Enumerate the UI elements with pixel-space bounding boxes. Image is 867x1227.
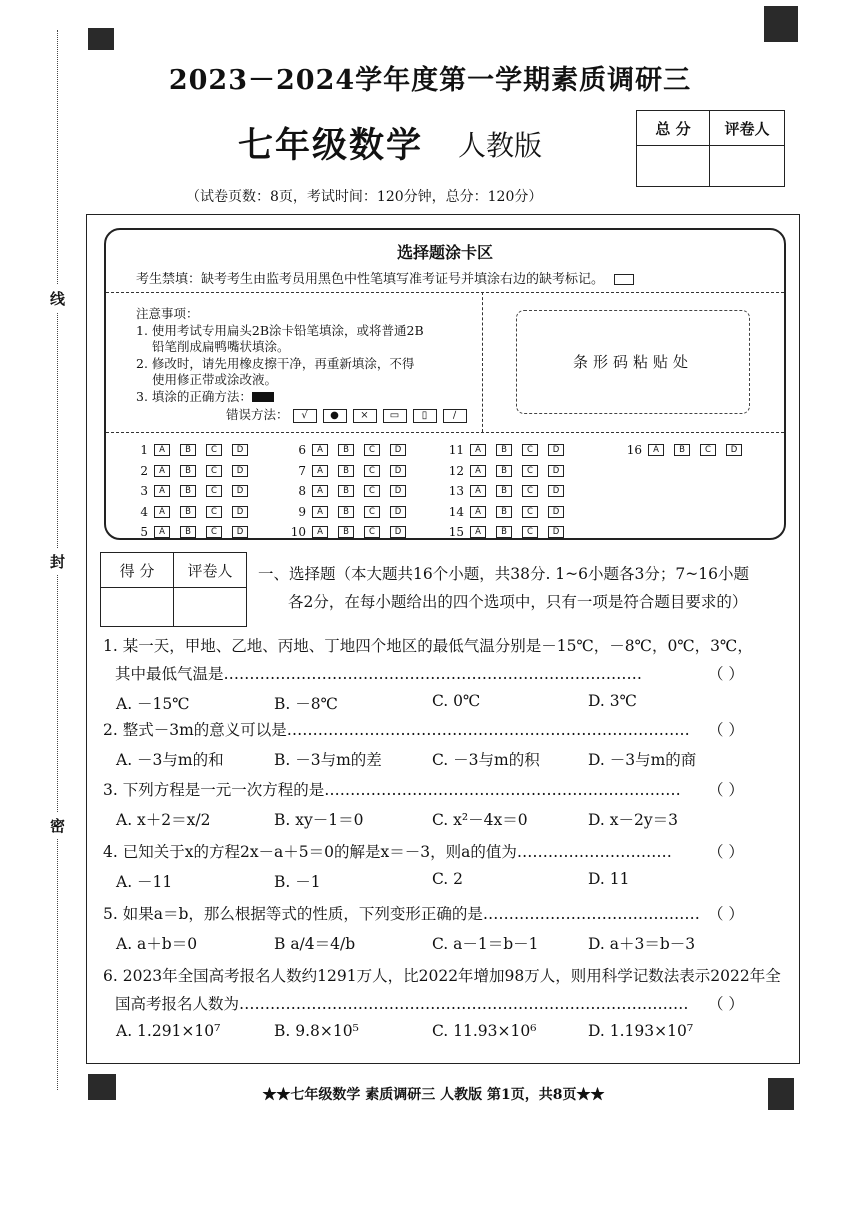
option-c: C. －3与m的积 [432,751,540,769]
answer-bubble[interactable]: C [522,526,538,538]
question-text: 1. 某一天，甲地、乙地、丙地、丁地四个地区的最低气温分别是－15℃，－8℃，0℃，3℃， [103,637,753,655]
exam-info: （试卷页数：8页，考试时间：120分钟，总分：120分） [186,189,543,205]
answer-bubble[interactable]: C [522,506,538,518]
bubble-row [288,522,416,543]
option-a: A. －3与m的和 [116,751,224,769]
answer-parentheses[interactable]: （ ） [708,781,744,799]
answer-bubble[interactable]: B [338,506,354,518]
binding-char-secret: 密 [50,812,65,839]
answer-bubble[interactable]: A [312,506,328,518]
answer-bubble[interactable]: A [470,444,486,456]
bubble-column [288,440,416,543]
answer-bubble[interactable]: D [390,465,406,477]
answer-bubble[interactable]: A [154,526,170,538]
answer-bubble[interactable]: C [206,485,222,497]
answer-bubble[interactable]: C [206,465,222,477]
option-c: C. x²－4x＝0 [432,811,528,829]
question-number: 1 [140,443,148,458]
bubble-row [446,522,574,543]
answer-parentheses[interactable]: （ ） [708,843,744,861]
total-score-label: 总 分 [637,111,710,146]
bubble-row [130,502,258,523]
section-heading [258,560,778,616]
answer-bubble[interactable]: A [154,506,170,518]
instructions [136,306,473,424]
card-divider-bottom [106,432,784,433]
card-divider-vertical [482,292,483,432]
answer-bubble[interactable]: D [232,444,248,456]
wrong-mark-bar: ▯ [413,409,437,423]
wrong-mark-check: √ [293,409,317,423]
option-d: D. 11 [588,870,630,888]
answer-bubble[interactable]: C [522,465,538,477]
total-score-box [636,110,785,187]
bubble-column [130,440,258,543]
answer-bubble[interactable]: C [700,444,716,456]
absence-mark-box[interactable] [614,274,634,285]
answer-bubble[interactable]: A [312,465,328,477]
question-number: 6 [298,443,306,458]
option-b: B. －1 [274,873,321,891]
answer-bubble[interactable]: A [154,444,170,456]
bubble-row [130,461,258,482]
question-number: 12 [448,463,464,478]
bubble-row [446,461,574,482]
question-text: 3. 下列方程是一元一次方程的是…………………………………………………………… [103,781,681,799]
answer-bubble[interactable]: D [232,526,248,538]
option-a: A. x＋2＝x/2 [116,811,211,829]
instruction-line: 使用修正带或涂改液。 [152,372,278,387]
answer-bubble[interactable]: A [312,526,328,538]
option-b: B. －8℃ [274,695,338,713]
bubble-row [288,440,416,461]
bubble-row [288,481,416,502]
section-heading-line: 各2分，在每小题给出的四个选项中，只有一项是符合题目要求的） [288,593,748,611]
option-c: C. a－1＝b－1 [432,935,539,953]
answer-bubble[interactable]: A [154,465,170,477]
registration-mark-top-right [764,6,798,42]
barcode-label: 条形码粘贴处 [572,353,693,371]
grader-cell[interactable] [710,146,785,187]
question-number: 10 [290,525,306,540]
question-number: 8 [298,484,306,499]
answer-bubble[interactable]: B [496,444,512,456]
answer-bubble[interactable]: B [338,526,354,538]
bubble-row [446,440,574,461]
answer-bubble[interactable]: D [548,526,564,538]
answer-bubble[interactable]: D [548,506,564,518]
bubble-column [446,440,574,543]
page-footer: ★★七年级数学 素质调研三 人教版 第1页，共8页★★ [262,1087,605,1103]
question-number: 16 [626,443,642,458]
bubble-row [446,481,574,502]
wrong-mark-dot: ● [323,409,347,423]
answer-bubble[interactable]: D [232,465,248,477]
answer-parentheses[interactable]: （ ） [708,665,744,683]
answer-bubble[interactable]: B [338,444,354,456]
answer-bubble[interactable]: C [206,444,222,456]
answer-card-title: 选择题涂卡区 [396,243,493,262]
card-divider-top [106,292,784,293]
option-b: B. 9.8×10⁵ [274,1022,359,1040]
answer-bubble[interactable]: B [180,444,196,456]
instructions-heading: 注意事项： [136,306,199,321]
answer-bubble[interactable]: B [338,465,354,477]
answer-bubble[interactable]: A [648,444,664,456]
answer-bubble[interactable]: B [496,506,512,518]
option-d: D. 3℃ [588,692,637,710]
bubble-row [288,502,416,523]
question-number: 4 [140,504,148,519]
question-number: 7 [298,463,306,478]
wrong-mark-box: ▭ [383,409,407,423]
answer-card [104,228,786,540]
wrong-method-label: 错误方法： [226,407,289,422]
exam-title: 2023－2024学年度第一学期素质调研三 [168,65,692,96]
answer-bubble[interactable]: C [364,506,380,518]
answer-bubble[interactable]: B [496,465,512,477]
question-number: 11 [448,443,464,458]
edition-label: 人教版 [458,129,543,162]
barcode-area [516,310,750,414]
option-b: B a/4＝4/b [274,935,356,953]
answer-bubble[interactable]: D [548,444,564,456]
correct-method-line: 3. 填涂的正确方法： [136,389,473,406]
answer-bubble[interactable]: C [522,485,538,497]
answer-parentheses[interactable]: （ ） [708,721,744,739]
option-c: C. 0℃ [432,692,481,710]
option-d: D. a＋3＝b－3 [588,935,696,953]
question-text: 其中最低气温是……………………………………………………………………… [115,665,643,683]
instruction-line: 铅笔削成扁鸭嘴状填涂。 [152,339,290,354]
option-a: A. 1.291×10⁷ [116,1022,221,1040]
option-b: B. －3与m的差 [274,751,382,769]
section-score-cell[interactable] [101,588,174,627]
answer-bubble[interactable]: D [390,506,406,518]
answer-bubble[interactable]: D [390,485,406,497]
absence-notice-text: 考生禁填：缺考考生由监考员用黑色中性笔填写准考证号并填涂右边的缺考标记。 [136,272,605,287]
instruction-line: 2. 修改时，请先用橡皮擦干净，再重新填涂，不得 [136,355,415,371]
wrong-mark-slash: ∕ [443,409,467,423]
bubble-row [624,440,752,461]
answer-bubble[interactable]: A [470,506,486,518]
answer-bubble[interactable]: D [232,485,248,497]
bubble-row [130,522,258,543]
option-d: D. x－2y＝3 [588,811,678,829]
question-number: 5 [140,525,148,540]
answer-bubble[interactable]: A [312,444,328,456]
answer-bubble[interactable]: B [496,485,512,497]
option-d: D. －3与m的商 [588,751,697,769]
answer-bubble[interactable]: B [338,485,354,497]
total-score-cell[interactable] [637,146,710,187]
wrong-mark-cross: × [353,409,377,423]
answer-bubble[interactable]: C [364,444,380,456]
registration-mark-top-left [88,28,114,50]
answer-bubble[interactable]: D [232,506,248,518]
answer-bubble[interactable]: A [470,465,486,477]
binding-char-seal: 封 [50,548,65,575]
answer-bubble[interactable]: D [548,485,564,497]
answer-bubble[interactable]: A [312,485,328,497]
section-score-label: 得 分 [101,553,174,588]
option-b: B. xy－1＝0 [274,811,364,829]
grader-label: 评卷人 [710,111,785,146]
answer-bubble[interactable]: C [206,506,222,518]
answer-bubble[interactable]: D [726,444,742,456]
section-score-box [100,552,247,627]
bubble-row [130,440,258,461]
correct-fill-sample [252,392,274,402]
answer-bubble[interactable]: C [364,485,380,497]
subject-title: 七年级数学 [238,125,424,166]
option-c: C. 11.93×10⁶ [432,1022,537,1040]
answer-bubble[interactable]: A [470,485,486,497]
answer-bubble[interactable]: B [180,485,196,497]
question-text: 4. 已知关于x的方程2x－a＋5＝0的解是x＝－3，则a的值为………………………… [103,843,672,861]
wrong-method-line [136,407,473,424]
instruction-line: 1. 使用考试专用扁头2B涂卡铅笔填涂，或将普通2B [136,322,424,338]
answer-bubble[interactable]: B [180,526,196,538]
answer-bubble[interactable]: D [548,465,564,477]
answer-bubble[interactable]: C [364,526,380,538]
section-grader-label: 评卷人 [174,553,247,588]
answer-bubble[interactable]: B [180,506,196,518]
question-number: 9 [298,504,306,519]
answer-bubble[interactable]: B [674,444,690,456]
answer-parentheses[interactable]: （ ） [708,995,744,1013]
answer-bubble[interactable]: D [390,444,406,456]
answer-bubble[interactable]: A [154,485,170,497]
answer-bubble[interactable]: C [522,444,538,456]
question-text: 6. 2023年全国高考报名人数约1291万人，比2022年增加98万人，则用科学记数法表示2022年全 [103,967,781,985]
absence-notice [136,268,634,287]
question-number: 14 [448,504,464,519]
question-text: 5. 如果a＝b，那么根据等式的性质，下列变形正确的是…………………………………… [103,905,700,923]
answer-bubble[interactable]: B [496,526,512,538]
question-number: 13 [448,484,464,499]
answer-bubble[interactable]: B [180,465,196,477]
answer-bubble[interactable]: C [206,526,222,538]
answer-bubble[interactable]: D [390,526,406,538]
option-a: A. a＋b＝0 [116,935,198,953]
question-text: 国高考报名人数为…………………………………………………………………………… [115,995,689,1013]
answer-parentheses[interactable]: （ ） [708,905,744,923]
question-number: 2 [140,463,148,478]
bubble-column [624,440,752,461]
option-a: A. －11 [116,873,173,891]
bubble-row [130,481,258,502]
section-heading-line: 一、选择题（本大题共16个小题，共38分. 1~6小题各3分；7~16小题 [258,565,749,583]
question-number: 3 [140,484,148,499]
option-a: A. －15℃ [116,695,190,713]
question-text: 2. 整式－3m的意义可以是…………………………………………………………………… [103,721,690,739]
option-c: C. 2 [432,870,464,888]
option-d: D. 1.193×10⁷ [588,1022,694,1040]
bubble-row [446,502,574,523]
question-number: 15 [448,525,464,540]
answer-bubble[interactable]: A [470,526,486,538]
binding-char-line: 线 [50,285,65,312]
section-grader-cell[interactable] [174,588,247,627]
bubble-row [288,461,416,482]
answer-bubble[interactable]: C [364,465,380,477]
